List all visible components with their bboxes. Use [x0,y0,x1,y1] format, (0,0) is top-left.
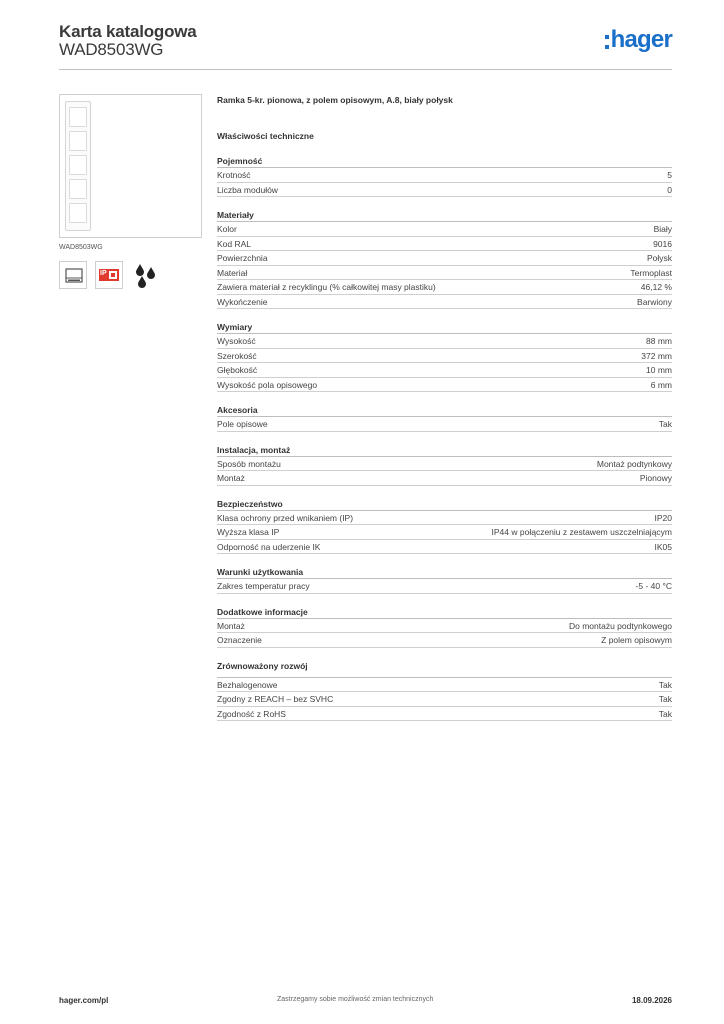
spec-value: 6 mm [650,379,672,390]
feature-icons [59,261,202,289]
spec-group [217,499,672,555]
spec-label: Sposób montażu [217,458,281,469]
spec-group-title: Wymiary [217,322,672,334]
technical-specs [217,95,672,721]
spec-value: Do montażu podtynkowego [568,620,672,631]
spec-group [217,405,672,432]
spec-row [217,692,672,707]
spec-row [217,183,672,198]
ip-rating-icon [95,261,123,289]
spec-group-title: Instalacja, montaż [217,445,672,457]
spec-group [217,661,672,722]
spec-value: 5 [667,170,672,180]
spec-row [217,251,672,266]
logo-text: hager [610,26,672,53]
spec-row [217,417,672,432]
spec-row [217,280,672,295]
spec-label: Kolor [217,224,237,234]
spec-label: Wyższa klasa IP [217,527,280,537]
spec-value: 46,12 % [640,282,672,292]
spec-label: Zawiera materiał z recyklingu (% całkowitej masy plastiku) [217,282,436,292]
spec-value: 9016 [653,238,672,249]
spec-group [217,322,672,392]
spec-groups [217,156,672,721]
section-title: Właściwości techniczne [217,131,314,141]
frame-illustration [65,101,91,231]
spec-row [217,457,672,472]
spec-value: IP44 w połączeniu z zestawem uszczelniającym [491,527,672,537]
spec-value: Barwiony [637,296,672,307]
spec-value: Z polem opisowym [601,635,672,645]
spec-value: Tak [658,419,672,429]
spec-row [217,378,672,393]
spec-row [217,237,672,252]
spec-label: Materiał [217,267,248,278]
spec-value: Tak [658,679,672,690]
spec-label: Powierzchnia [217,253,268,263]
spec-group [217,567,672,594]
spec-value: Połysk [646,253,672,263]
document-title: Karta katalogowa [59,22,197,41]
footer-note: Zastrzegamy sobie możliwość zmian technicznych [277,996,434,1003]
spec-value: Tak [658,694,672,704]
spec-label: Bezhalogenowe [217,679,278,690]
spec-label: Wykończenie [217,296,268,307]
spec-label: Pole opisowe [217,419,268,429]
spec-value: Montaż podtynkowy [596,458,672,469]
spec-label: Odporność na uderzenie IK [217,541,321,552]
spec-group-title: Materiały [217,210,672,222]
spec-group [217,210,672,309]
spec-row [217,363,672,378]
spec-row [217,295,672,310]
spec-label: Wysokość pola opisowego [217,379,318,390]
spec-label: Montaż [217,473,245,483]
spec-row [217,349,672,364]
spec-row [217,707,672,722]
spec-row [217,168,672,183]
product-sidebar [59,94,202,289]
spec-row [217,471,672,486]
image-caption: WAD8503WG [59,244,103,251]
spec-group-title: Dodatkowe informacje [217,607,672,619]
spec-label: Zgodny z REACH – bez SVHC [217,694,334,704]
spec-value: 88 mm [646,336,672,346]
page-header [59,22,672,70]
spec-row [217,511,672,526]
spec-label: Montaż [217,620,245,631]
spec-label: Zgodność z RoHS [217,708,286,719]
installation-icon [59,261,87,289]
spec-row [217,266,672,281]
spec-value: Termoplast [630,267,672,278]
logo-colon-mark [605,35,609,49]
ip-badge-label: IP [100,270,107,277]
footer-date: 18.09.2026 [631,996,672,1005]
product-code: WAD8503WG [59,40,164,59]
product-description: Ramka 5-kr. pionowa, z polem opisowym, A.8, biały połysk [217,95,453,105]
spec-label: Zakres temperatur pracy [217,581,310,591]
spec-group-title: Zrównoważony rozwój [217,661,672,678]
spec-row [217,222,672,237]
hager-logo[interactable] [605,26,672,54]
spec-value: IP20 [654,512,672,523]
spec-value: -5 - 40 °C [635,581,672,591]
spec-row [217,619,672,634]
spec-value: Pionowy [639,473,672,483]
spec-label: Kod RAL [217,238,252,249]
water-drops-icon [131,261,159,289]
spec-group-title: Pojemność [217,156,672,168]
spec-group [217,445,672,486]
spec-label: Głębokość [217,365,258,375]
spec-group-title: Bezpieczeństwo [217,499,672,511]
spec-group [217,607,672,648]
spec-row [217,579,672,594]
footer-url[interactable]: hager.com/pl [59,996,109,1005]
spec-row [217,525,672,540]
spec-label: Liczba modułów [217,184,278,195]
spec-group [217,156,672,197]
product-image [59,94,202,238]
spec-value: 0 [667,184,672,195]
spec-label: Wysokość [217,336,256,346]
spec-value: Biały [653,224,672,234]
spec-row [217,633,672,648]
spec-value: IK05 [654,541,672,552]
spec-label: Oznaczenie [217,635,262,645]
spec-label: Klasa ochrony przed wnikaniem (IP) [217,512,354,523]
spec-group-title: Akcesoria [217,405,672,417]
spec-row [217,334,672,349]
spec-value: Tak [658,708,672,719]
spec-group-title: Warunki użytkowania [217,567,672,579]
spec-row [217,540,672,555]
spec-value: 372 mm [641,350,672,361]
spec-label: Krotność [217,170,251,180]
spec-value: 10 mm [646,365,672,375]
spec-label: Szerokość [217,350,257,361]
spec-row [217,678,672,693]
